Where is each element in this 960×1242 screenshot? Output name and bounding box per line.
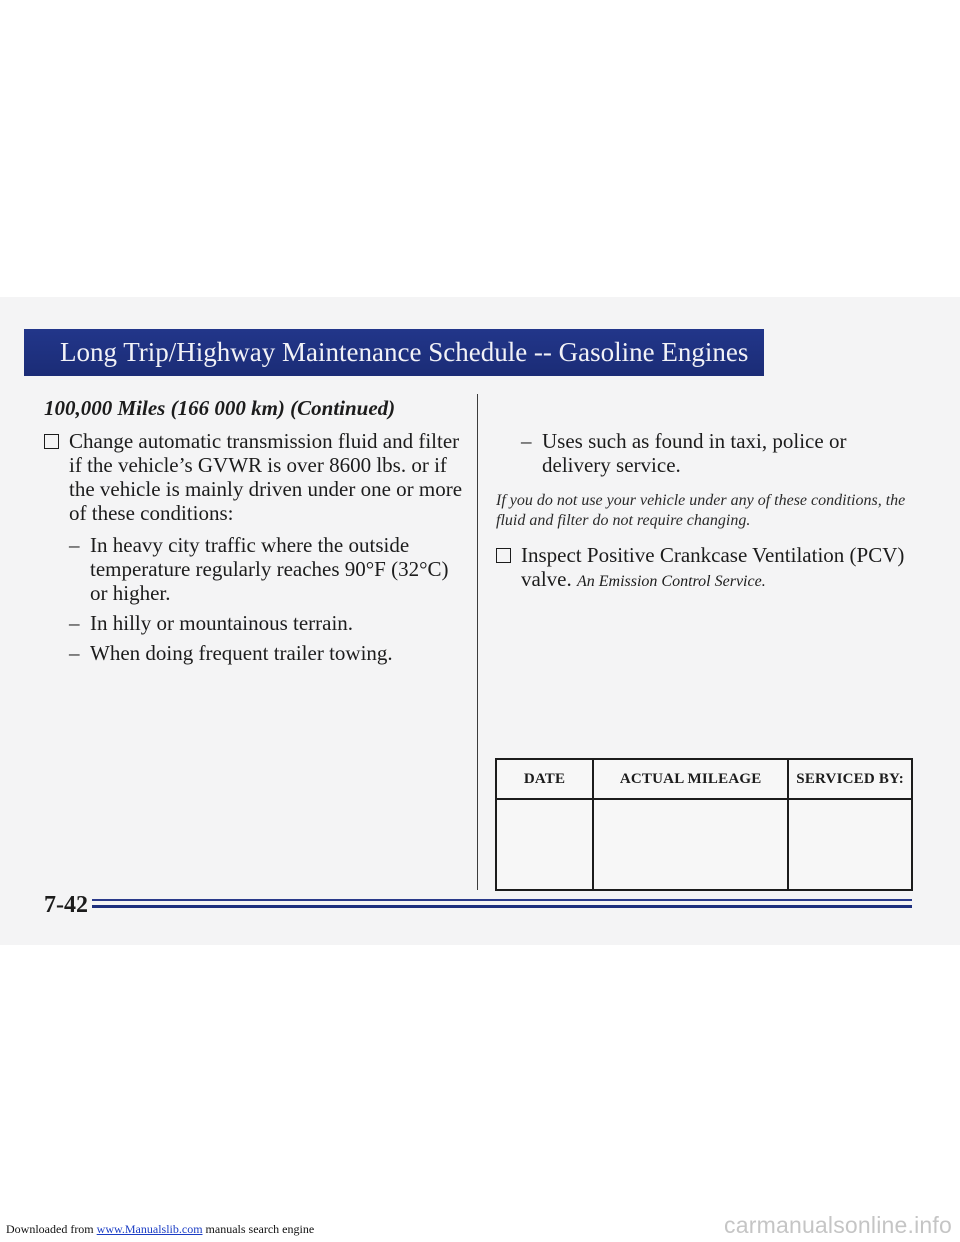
footer-prefix: Downloaded from bbox=[6, 1222, 94, 1236]
conditions-note: If you do not use your vehicle under any of these conditions, the fluid and filter do not require changing. bbox=[496, 492, 906, 529]
table-header-row bbox=[496, 759, 912, 799]
mileage-subheading: 100,000 Miles (166 000 km) (Continued) bbox=[44, 396, 396, 420]
dash-bullet-icon: – bbox=[69, 611, 80, 635]
table-row bbox=[496, 799, 912, 890]
condition-text: In hilly or mountainous terrain. bbox=[90, 611, 354, 635]
checkbox-icon bbox=[44, 434, 59, 449]
continued-conditions-list bbox=[496, 429, 916, 477]
footer-rule-thin bbox=[92, 899, 912, 901]
mileage-cell bbox=[593, 799, 788, 890]
date-header: DATE bbox=[496, 759, 593, 799]
footer-rule-thick bbox=[92, 905, 912, 908]
download-footer bbox=[6, 1222, 314, 1237]
manualslib-link[interactable]: www.Manualslib.com bbox=[96, 1222, 203, 1236]
list-item bbox=[44, 533, 464, 605]
serviced-by-header: SERVICED BY: bbox=[788, 759, 912, 799]
date-cell bbox=[496, 799, 593, 890]
column-divider bbox=[477, 394, 478, 890]
condition-text: Uses such as found in taxi, police or delivery service. bbox=[542, 429, 847, 477]
checklist-item-transmission bbox=[44, 429, 464, 525]
left-column bbox=[44, 429, 464, 671]
serviced-by-cell bbox=[788, 799, 912, 890]
dash-bullet-icon: – bbox=[69, 641, 80, 665]
right-column bbox=[496, 429, 916, 594]
actual-mileage-header: ACTUAL MILEAGE bbox=[593, 759, 788, 799]
transmission-text: Change automatic transmission fluid and filter if the vehicle’s GVWR is over 8600 lbs. or if the vehicle is mainly driven under one or more of these conditions: bbox=[69, 429, 463, 525]
dash-bullet-icon: – bbox=[521, 429, 532, 453]
service-record-table bbox=[495, 758, 913, 891]
condition-text: In heavy city traffic where the outside temperature regularly reaches 90°F (32°C) or higher. bbox=[90, 533, 449, 605]
footer-suffix: manuals search engine bbox=[205, 1222, 315, 1236]
checklist-item-pcv bbox=[496, 543, 916, 594]
section-banner bbox=[24, 329, 764, 376]
dash-bullet-icon: – bbox=[69, 533, 80, 557]
list-item bbox=[44, 611, 464, 635]
pcv-text: Inspect Positive Crankcase Ventilation (PCV) valve. bbox=[521, 543, 905, 591]
conditions-list bbox=[44, 533, 464, 665]
condition-text: When doing frequent trailer towing. bbox=[90, 641, 393, 665]
list-item bbox=[496, 429, 916, 477]
list-item bbox=[44, 641, 464, 665]
emission-control-note: An Emission Control Service. bbox=[576, 573, 766, 590]
banner-title: Long Trip/Highway Maintenance Schedule -- Gasoline Engines bbox=[60, 337, 749, 367]
site-watermark: carmanualsonline.info bbox=[724, 1212, 952, 1238]
page-number: 7-42 bbox=[44, 892, 88, 918]
checkbox-icon bbox=[496, 548, 511, 563]
